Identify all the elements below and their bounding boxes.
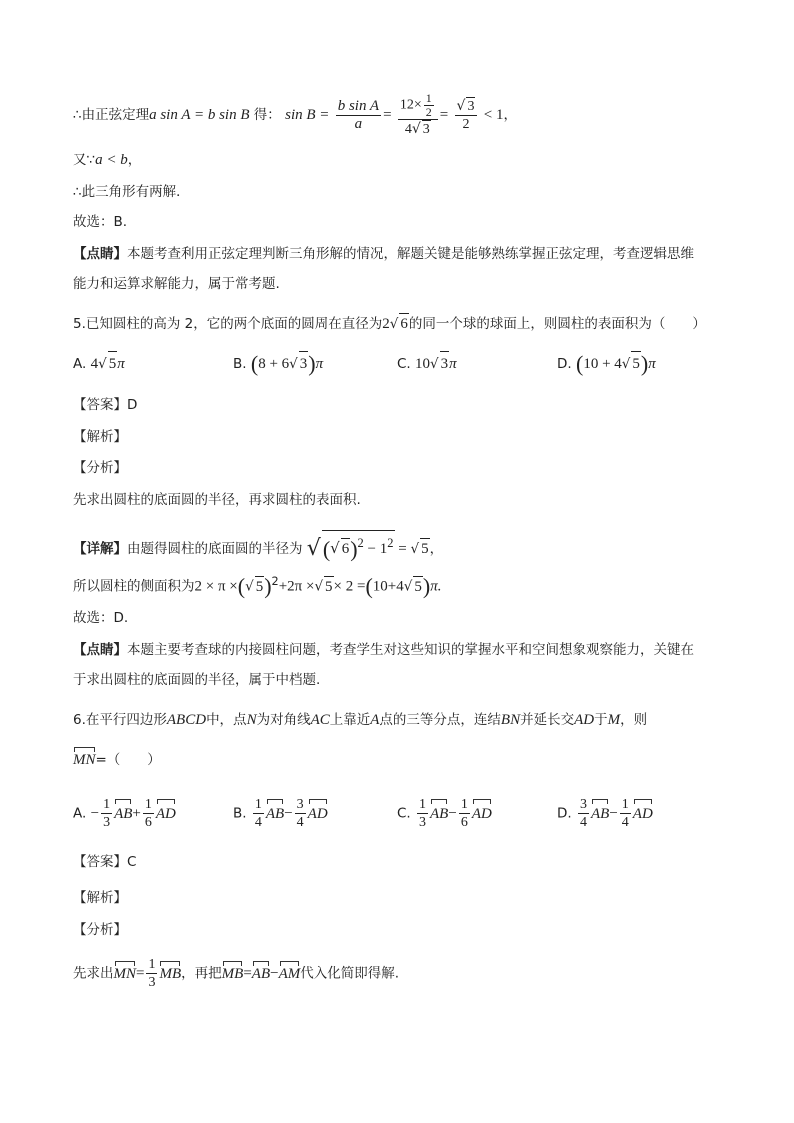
question-6: 6.在平行四边形ABCD中，点N为对角线AC上靠近A点的三等分点，连结BN并延长交AD于M，则 <box>73 712 648 728</box>
analysis-5-subheader: 【分析】 <box>73 460 127 476</box>
option-6b: B. $\frac{1}{4}$ AB− $\frac{3}{4}$ AD <box>233 797 328 830</box>
comment-line-1: 【点睛】本题考查利用正弦定理判断三角形解的情况，解题关键是能够熟练掌握正弦定理，考查逻辑思维 <box>73 246 694 262</box>
option-6c: C. $\frac{1}{3}$ AB− $\frac{1}{6}$ AD <box>397 797 492 830</box>
analysis-6-text: 先求出MN= $\frac{1}{3}$ MB，再把MB=AB−AM代入化简即得解. <box>73 957 400 990</box>
comment-5-line-1: 【点睛】本题主要考查球的内接圆柱问题，考查学生对这些知识的掌握水平和空间想象观察能力，关键在 <box>73 642 694 658</box>
sine-law-line: ∴由正弦定理a sin A = b sin B 得： sin B = $\frac{\text{b sin A}}{a}$ = 12× $\frac{1}{2}$ 4√ 3 = $\frac{√ 3}{2}$ < 1， <box>73 91 517 137</box>
analysis-5-header: 【解析】 <box>73 429 127 445</box>
fraction-root3-2: $\frac{√ 3}{2}$ <box>455 97 478 133</box>
fraction-12half-4root3: 12× $\frac{1}{2}$ 4√ 3 <box>398 92 438 138</box>
detail-5-line-2: 所以圆柱的侧面积为2 × π ×(√ 5)$^2$+2π ×√ 5× 2 =(10+4√ 5)π. <box>73 573 442 599</box>
choice-5: 故选：D. <box>73 610 129 626</box>
choice-line: 故选：B. <box>73 214 128 230</box>
comment-5-line-2: 于求出圆柱的底面圆的半径，属于中档题. <box>73 672 321 688</box>
question-6-vector: MN=（ ） <box>73 752 161 768</box>
fraction-bsinA-a: $\frac{\text{b sin A}}{a}$ <box>337 97 380 132</box>
analysis-6-header: 【解析】 <box>73 890 127 906</box>
sine-law-equation: a sin A = b sin B <box>149 107 250 123</box>
option-5d: D. (10 + 4√ 5)π <box>557 351 656 376</box>
option-6a: A. − $\frac{1}{3}$ AB+ $\frac{1}{6}$ AD <box>73 797 176 830</box>
analysis-6-subheader: 【分析】 <box>73 922 127 938</box>
condition-line: 又∵a < b， <box>73 152 142 168</box>
answer-5: 【答案】D <box>73 397 138 413</box>
option-5a: A. 4√ 5π <box>73 351 125 376</box>
answer-6: 【答案】C <box>73 854 137 870</box>
question-5: 5.已知圆柱的高为 2，它的两个底面的圆周在直径为2√ 6的同一个球的球面上，则圆柱的表面积为（ ） <box>73 313 706 334</box>
option-5b: B. (8 + 6√ 3)π <box>233 351 324 376</box>
option-5c: C. 10√ 3π <box>397 351 457 376</box>
detail-5-line-1: 【详解】由题得圆柱的底面圆的半径为 √(√ $6)^2 - 1^2$ = √ 5， <box>73 530 443 560</box>
analysis-5-text: 先求出圆柱的底面圆的半径，再求圆柱的表面积. <box>73 492 361 508</box>
option-6d: D. $\frac{3}{4}$ AB− $\frac{1}{4}$ AD <box>557 797 653 830</box>
conclusion-line: ∴此三角形有两解． <box>73 184 190 200</box>
comment-line-2: 能力和运算求解能力，属于常考题. <box>73 276 280 292</box>
